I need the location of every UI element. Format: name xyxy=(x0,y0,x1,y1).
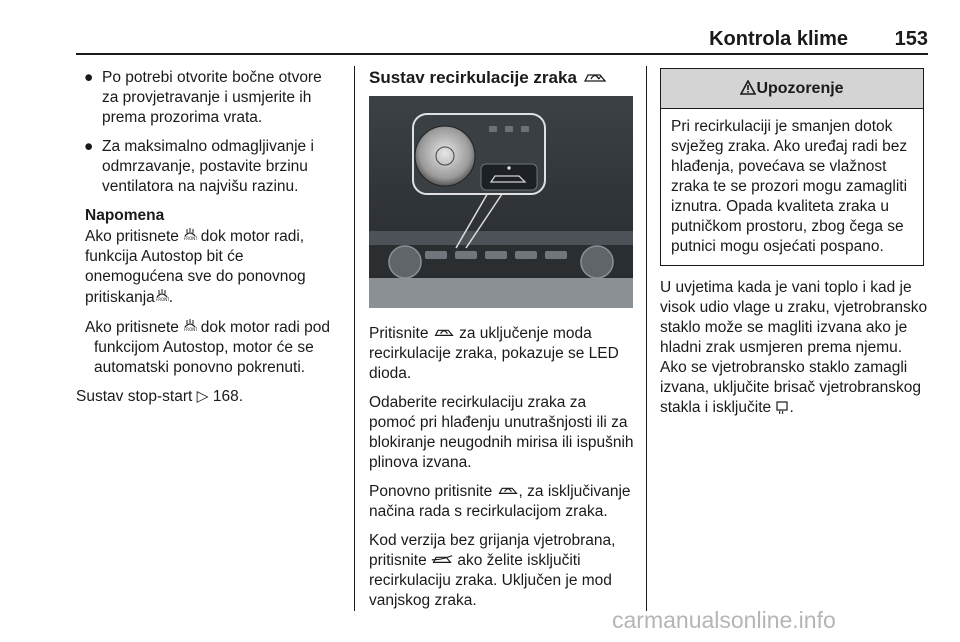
recirculation-icon xyxy=(497,483,519,500)
bullet-text: Po potrebi otvorite bočne otvore za provjetravanje i usmjerite ih prema prozorima vrata. xyxy=(102,69,322,126)
bullet-text: Za maksimalno odmagljivanje i odmrzavanje, postavite brzinu ventilatora na najvišu razinu. xyxy=(102,138,314,195)
note-text: dok motor radi pod funkcijom Autostop, motor će se automatski ponovno pokrenuti. xyxy=(94,319,330,376)
bullet-dot: ● xyxy=(84,69,94,86)
note-text: Ako pritisnete xyxy=(85,228,179,245)
note-label: Napomena xyxy=(85,207,165,224)
bullet-item xyxy=(76,68,342,128)
page-header xyxy=(76,28,928,52)
column-1 xyxy=(76,68,342,416)
warning-title: Upozorenje xyxy=(756,80,844,97)
reference-page: 168. xyxy=(212,388,244,405)
watermark: carmanualsonline.info xyxy=(612,607,836,633)
column-2 xyxy=(369,68,635,620)
recirculation-icon xyxy=(433,325,455,342)
paragraph: Kod verzija bez grijanja vjetrobrana, pritisnite ako želite isključiti recirkulaciju zraka. Uključen je mod vanjskog zraka. xyxy=(369,532,616,609)
warning-text: Pri recirkulaciji je smanjen dotok svježeg zraka. Ako uređaj radi bez hlađenja, povećava se vlažnost zraka te se prozori mogu zamagliti iznutra. Opada kvaliteta zraka u putničkom prostoru, zbog čega se putnici mogu osjećati pospano. xyxy=(671,118,908,255)
bullet-item xyxy=(76,137,342,197)
recirculation-icon xyxy=(582,68,608,87)
page-reference-arrow-icon: ▷ xyxy=(196,388,209,405)
outside-air-icon xyxy=(431,552,453,569)
header-rule xyxy=(76,53,928,55)
page-title: Kontrola klime xyxy=(709,28,848,50)
front-defrost-icon xyxy=(183,321,201,334)
note-text: Ako pritisnete xyxy=(85,319,179,336)
note-text: dok motor radi, funkcija Autostop bit će onemogućena sve do ponovnog pritiskanja xyxy=(85,228,306,306)
note-block xyxy=(76,206,342,378)
reference-text: Sustav stop-start xyxy=(76,388,193,405)
page-number: 153 xyxy=(894,28,928,50)
column-divider-2 xyxy=(646,66,647,611)
column-3 xyxy=(660,68,930,427)
note-paragraph: Ako pritisnete FRONT dok motor radi, funkcija Autostop bit će onemogućena sve do ponovnog pritiskanja FRONT . xyxy=(85,228,306,306)
cross-reference[interactable] xyxy=(76,387,342,407)
svg-text:FRONT: FRONT xyxy=(184,236,198,240)
section-title: Sustav recirkulacije zraka xyxy=(369,68,635,88)
front-defrost-icon xyxy=(155,291,169,304)
paragraph: Pritisnite za uključenje moda recirkulacije zraka, pokazuje se LED dioda. xyxy=(369,325,619,382)
front-defrost-icon xyxy=(183,230,201,243)
svg-text:FRONT: FRONT xyxy=(155,297,169,301)
warning-header xyxy=(661,69,923,109)
warning-box xyxy=(660,68,924,266)
note-paragraph xyxy=(85,317,342,378)
column-divider-1 xyxy=(354,66,355,611)
rear-window-defrost-icon xyxy=(775,399,789,416)
paragraph: Odaberite recirkulaciju zraka za pomoć pri hlađenju unutrašnjosti ili za blokiranje neugodnih mirisa ili ispušnih plinova izvana. xyxy=(369,394,634,471)
svg-text:FRONT: FRONT xyxy=(184,327,198,331)
paragraph: Ponovno pritisnite , za isključivanje načina rada s recirkulacijom zraka. xyxy=(369,483,631,520)
warning-triangle-icon xyxy=(740,80,756,97)
bullet-dot: ● xyxy=(84,138,94,155)
paragraph: U uvjetima kada je vani toplo i kad je visok udio vlage u zraku, vjetrobransko staklo može se magliti izvana ako je hladni zrak usmjeren prema njemu. Ako se vjetrobransko staklo zamagli izvana, uključite brisač vjetrobranskog stakla i isključite . xyxy=(660,279,928,416)
climate-control-photo xyxy=(369,96,633,308)
